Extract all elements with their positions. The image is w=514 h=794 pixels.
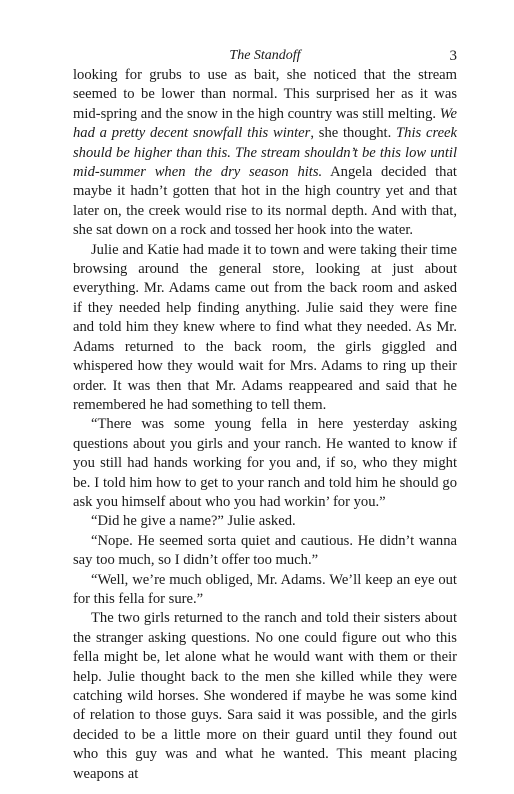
- text-run: “Well, we’re much obliged, Mr. Adams. We’ll keep an eye out for this fella for sure.”: [73, 571, 457, 607]
- text-run: , she thought.: [310, 125, 397, 142]
- paragraph: [73, 532, 457, 571]
- text-run: Julie and Katie had made it to town and were taking their time browsing around the general store, looking at just about everything. Mr. Adams came out from the back room and asked if they needed help finding anything. Julie said they were fine and told him they knew where to find what they needed. As Mr. Adams returned to the back room, the girls giggled and whispered how they would wait for Mrs. Adams to ring up their order. It was then that Mr. Adams reappeared and said that he remembered he had something to tell them.: [73, 241, 457, 413]
- paragraph: [73, 66, 457, 241]
- italic-text: This creek should be higher than this. The stream shouldn’t be this low until mid-summer when the dry season hits.: [73, 125, 458, 181]
- running-head-title: The Standoff: [229, 48, 301, 63]
- page-number: 3: [449, 48, 457, 64]
- text-run: Angela decided that maybe it hadn’t gotten that hot in the high country yet and that later on, the creek would rise to its normal depth. And with that, she sat down on a rock and tossed her hook into the water.: [73, 164, 457, 239]
- paragraph: [73, 571, 457, 610]
- italic-text: We had a pretty decent snowfall this winter: [73, 105, 457, 142]
- paragraph: [73, 609, 457, 784]
- text-run: The two girls returned to the ranch and told their sisters about the stranger asking questions. No one could figure out who this fella might be, let alone what he would want with them or their help. Julie thought back to the men she killed while they were catching wild horses. She wondered if maybe he was some kind of relation to those guys. Sara said it was possible, and the girls decided to be a little more on their guard until they found out who this guy was and what he wanted. This meant placing weapons at: [73, 610, 457, 782]
- paragraph: [73, 415, 457, 512]
- paragraph: [73, 512, 457, 531]
- text-run: “Nope. He seemed sorta quiet and cautious. He didn’t wanna say too much, so I didn’t offer too much.”: [73, 532, 457, 569]
- text-run: looking for grubs to use as bait, she noticed that the stream seemed to be lower than normal. This surprised her as it was mid-spring and the snow in the high country was still melting.: [73, 67, 457, 122]
- body-text: [73, 66, 457, 784]
- running-head: [73, 46, 457, 66]
- paragraph: [73, 241, 457, 416]
- text-run: “There was some young fella in here yesterday asking questions about you girls and your ranch. He wanted to know if you still had hands working for you and, if so, who they might be. I told him how to get to your ranch and told him he should go ask you himself about who you had workin’ for you.”: [73, 416, 457, 510]
- text-run: “Did he give a name?” Julie asked.: [91, 513, 296, 530]
